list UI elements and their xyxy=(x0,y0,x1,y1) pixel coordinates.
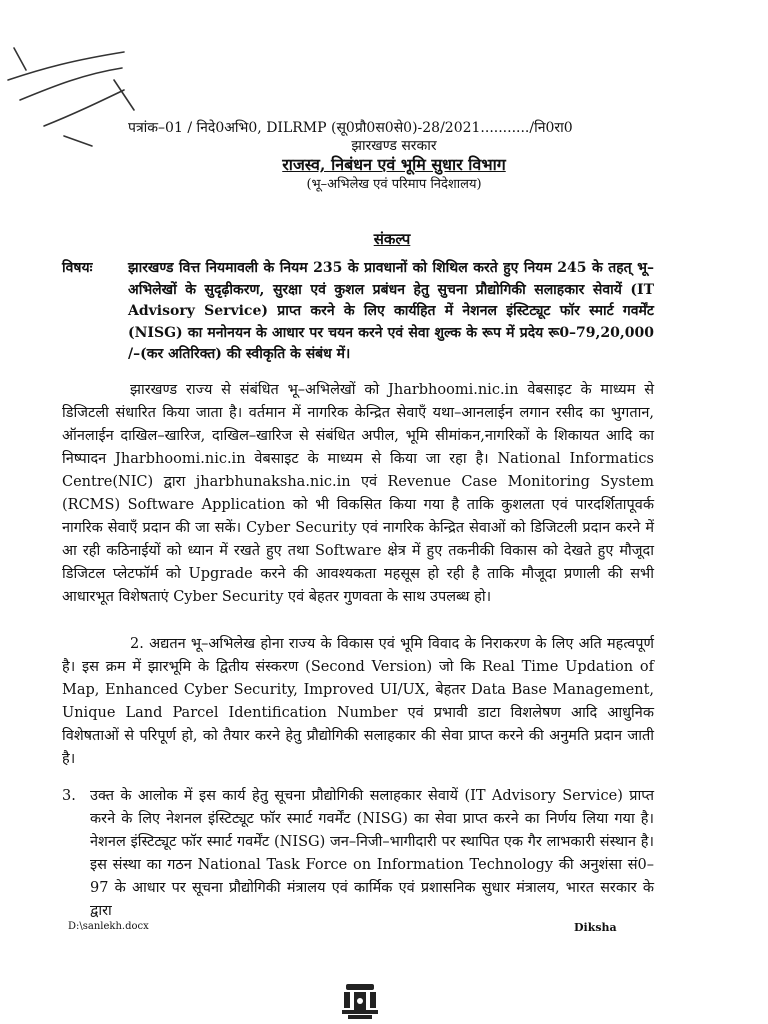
sub-department-name: (भू–अभिलेख एवं परिमाप निदेशालय) xyxy=(306,177,482,192)
document-title: संकल्प xyxy=(373,230,411,248)
emblem-icon xyxy=(338,982,382,1020)
footer-file-path: D:\sanlekh.docx xyxy=(68,921,149,932)
government-name: झारखण्ड सरकार xyxy=(351,138,437,154)
department-name: राजस्व, निबंधन एवं भूमि सुधार विभाग xyxy=(282,155,506,174)
subject-text: झारखण्ड वित्त नियमावली के नियम 235 के प्रावधानों को शिथिल करते हुए नियम 245 के तहत् भू–अभिलेखों के सुदृढ़ीकरण, सुरक्षा एवं कुशल प्रबंधन हेतु सुचना प्रौद्योगिकी सलाहकार सेवायें (IT Advisory Service) प्राप्त करने के लिए कार्यहित में नेशनल इंस्टिट्यूट फॉर स्मार्ट गवर्मेंट (NISG) का मनोनयन के आधार पर चयन करने एवं सेवा शुल्क के रूप में प्रदेय रू0–79,20,000 /–(कर अतिरिक्त) की स्वीकृति के संबंध में। xyxy=(128,260,654,362)
handwritten-note-text: 1 AR 13/6/2022 24/06/22 xyxy=(4,40,17,41)
paragraph-2: 2. अद्यतन भू–अभिलेख होना राज्य के विकास एवं भूमि विवाद के निराकरण के लिए अति महत्वपूर्ण है। इस क्रम में झारभूमि के द्वितीय संस्करण (Second Version) जो कि Real Time Updation of Map, Enhanced Cyber Security, Improved UI/UX, बेहतर Data Base Management, Unique Land Parcel Identification Number एवं प्रभावी डाटा विशलेषण आदि आधुनिक विशेषताओं से परिपूर्ण हो, को तैयार करने हेतु प्रौद्योगिकी सलाहकार की सेवा प्राप्त करने की अनुमति प्रदान जाती है। xyxy=(62,636,654,767)
footer-author: Diksha xyxy=(574,921,617,934)
paragraph-3-number: 3. xyxy=(62,788,76,804)
reference-number: पत्रांक–01 / निदे0अभि0, DILRMP (सू0प्रौ0स0से0)-28/2021.........../नि0रा0 xyxy=(128,120,573,136)
paragraph-3 xyxy=(62,785,654,923)
subject-label: विषयः xyxy=(62,260,93,276)
paragraph-3-text: उक्त के आलोक में इस कार्य हेतु सूचना प्रौद्योगिकी सलाहकार सेवायें (IT Advisory Service) प्राप्त करने के लिए नेशनल इंस्टिट्यूट फॉर स्मार्ट गवर्मेंट (NISG) का सेवा प्राप्त करने का निर्णय लिया गया है। नेशनल इंस्टिट्यूट फॉर स्मार्ट गवर्मेंट (NISG) जन–निजी–भागीदारी पर स्थापित एक गैर लाभकारी संस्थान है। इस संस्था का गठन National Task Force on Information Technology की अनुशंसा सं0–97 के आधार पर सूचना प्रौद्योगिकी मंत्रालय एवं कार्मिक एवं प्रशासनिक सुधार मंत्रालय, भारत सरकार के द्वारा xyxy=(90,788,654,919)
paragraph-1: झारखण्ड राज्य से संबंधित भू–अभिलेखों को Jharbhoomi.nic.in वेबसाइट के माध्यम से डिजिटली संधारित किया जाता है। वर्तमान में नागरिक केन्द्रित सेवाएँ यथा–आनलाईन लगान रसीद का भुगतान, ऑनलाईन दाखिल–खारिज, दाखिल–खारिज से संबंधित अपील, भूमि सीमांकन,नागरिकों के शिकायत आदि का निष्पादन Jharbhoomi.nic.in वेबसाइट के माध्यम से किया जा रहा है। National Informatics Centre(NIC) द्वारा jharbhunaksha.nic.in एवं Revenue Case Monitoring System (RCMS) Software Application को भी विकसित किया गया है ताकि कुशलता एवं पारदर्शितापूवर्क नागरिक सेवाएँ प्रदान की जा सकें। Cyber Security एवं नागरिक केन्द्रित सेवाओं को डिजिटली प्रदान करने में आ रही कठिनाईयों को ध्यान में रखते हुए तथा Software क्षेत्र में हुए तकनीकी विकास को देखते हुए मौजूदा डिजिटल प्लेटफॉर्म को Upgrade करने की आवश्यकता महसूस हो रही है ताकि मौजूदा प्रणाली की सभी आधारभूत विशेषताएं Cyber Security एवं बेहतर गुणवता के साथ उपलब्ध हो। xyxy=(62,382,654,605)
